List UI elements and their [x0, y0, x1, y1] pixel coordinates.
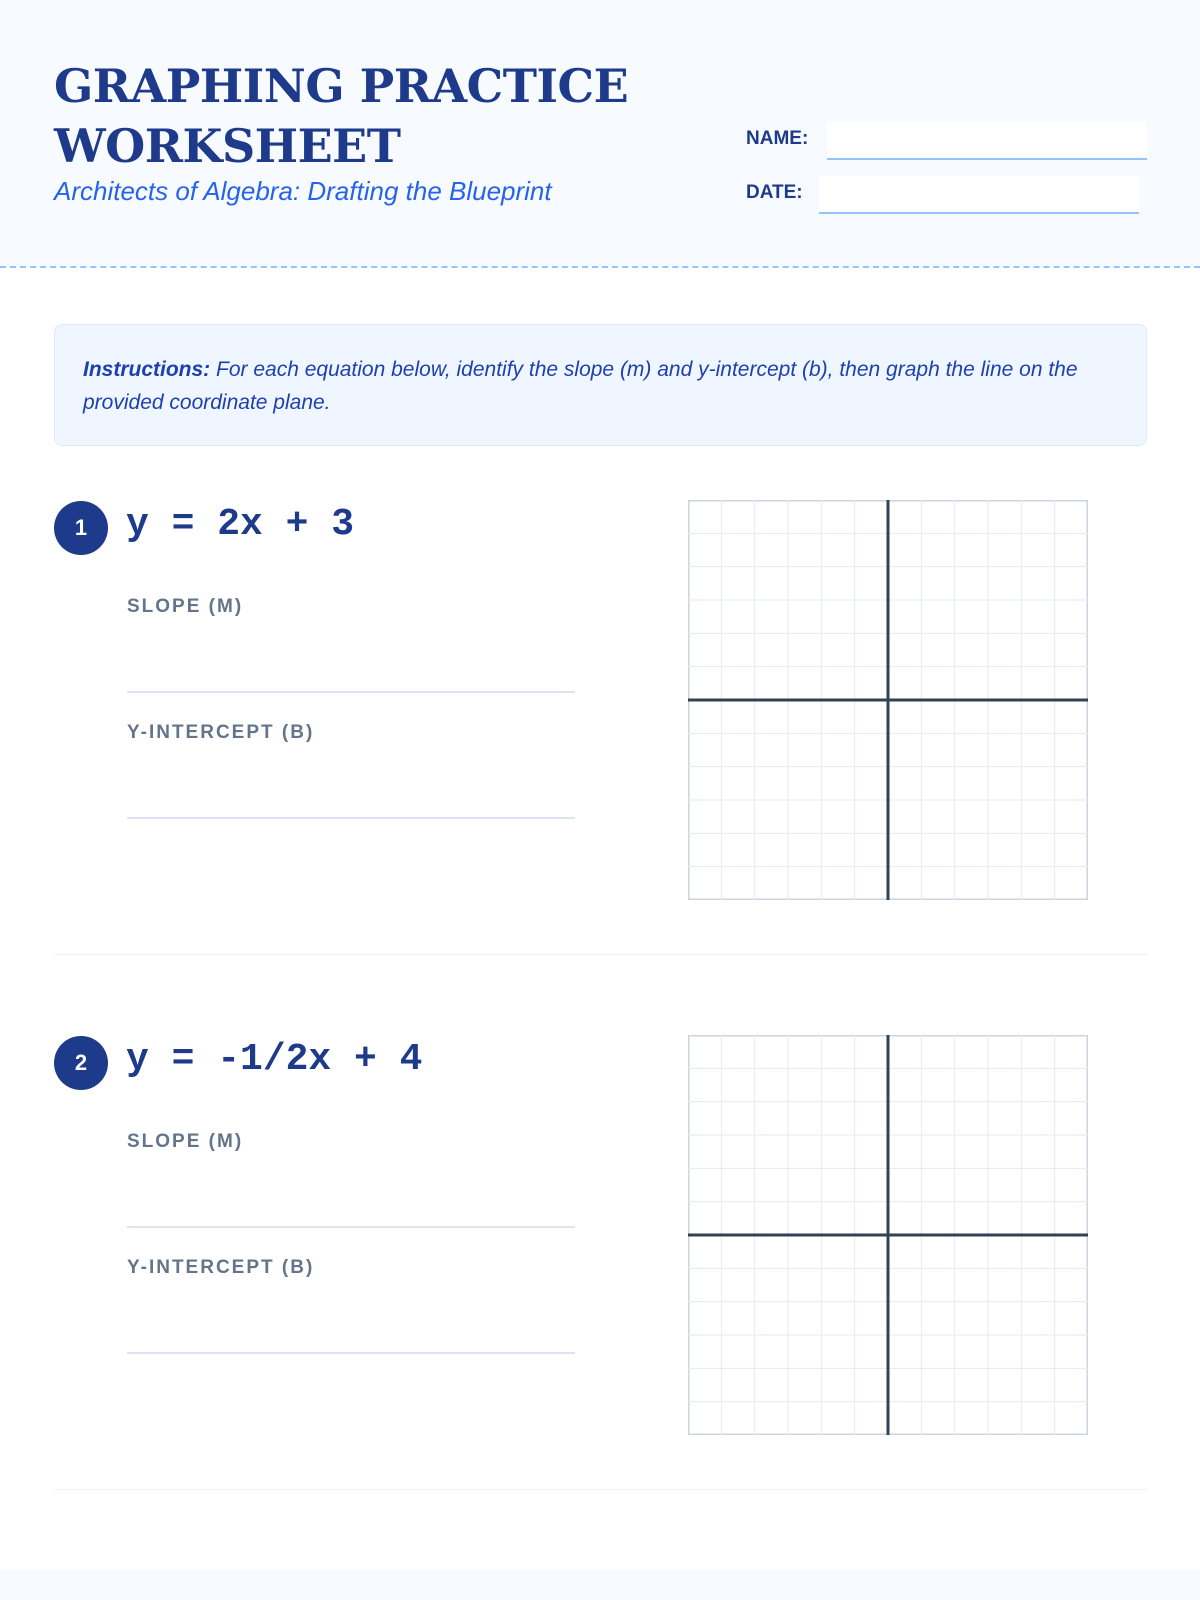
worksheet-title — [54, 56, 694, 176]
worksheet-header — [0, 0, 1200, 268]
slope-label: SLOPE (M) — [127, 1131, 244, 1152]
instructions-lead: Instructions: — [83, 358, 211, 381]
date-field[interactable] — [819, 176, 1139, 214]
problem-number-badge: 2 — [54, 1036, 108, 1090]
section-divider — [54, 954, 1147, 955]
slope-label: SLOPE (M) — [127, 596, 244, 617]
title-line-2: WORKSHEET — [54, 119, 401, 173]
equation: y = 2x + 3 — [126, 503, 355, 546]
name-label: NAME: — [746, 128, 809, 149]
instructions-box — [54, 324, 1147, 446]
instructions-text: For each equation below, identify the slope (m) and y-intercept (b), then graph the line on the provided coordinate plane. — [83, 358, 1078, 414]
worksheet-subtitle: Architects of Algebra: Drafting the Blueprint — [54, 176, 552, 206]
coordinate-plane[interactable] — [688, 500, 1088, 900]
equation: y = -1/2x + 4 — [126, 1038, 423, 1081]
name-field[interactable] — [827, 122, 1147, 160]
intercept-label: Y-INTERCEPT (B) — [127, 722, 315, 743]
title-line-1: GRAPHING PRACTICE — [54, 59, 629, 113]
slope-answer-line[interactable] — [127, 691, 575, 693]
slope-answer-line[interactable] — [127, 1226, 575, 1228]
section-divider — [54, 1489, 1147, 1490]
coordinate-plane[interactable] — [688, 1035, 1088, 1435]
intercept-label: Y-INTERCEPT (B) — [127, 1257, 315, 1278]
problem-number-badge: 1 — [54, 501, 108, 555]
intercept-answer-line[interactable] — [127, 1352, 575, 1354]
intercept-answer-line[interactable] — [127, 817, 575, 819]
date-label: DATE: — [746, 182, 803, 203]
footer-band — [0, 1570, 1200, 1600]
